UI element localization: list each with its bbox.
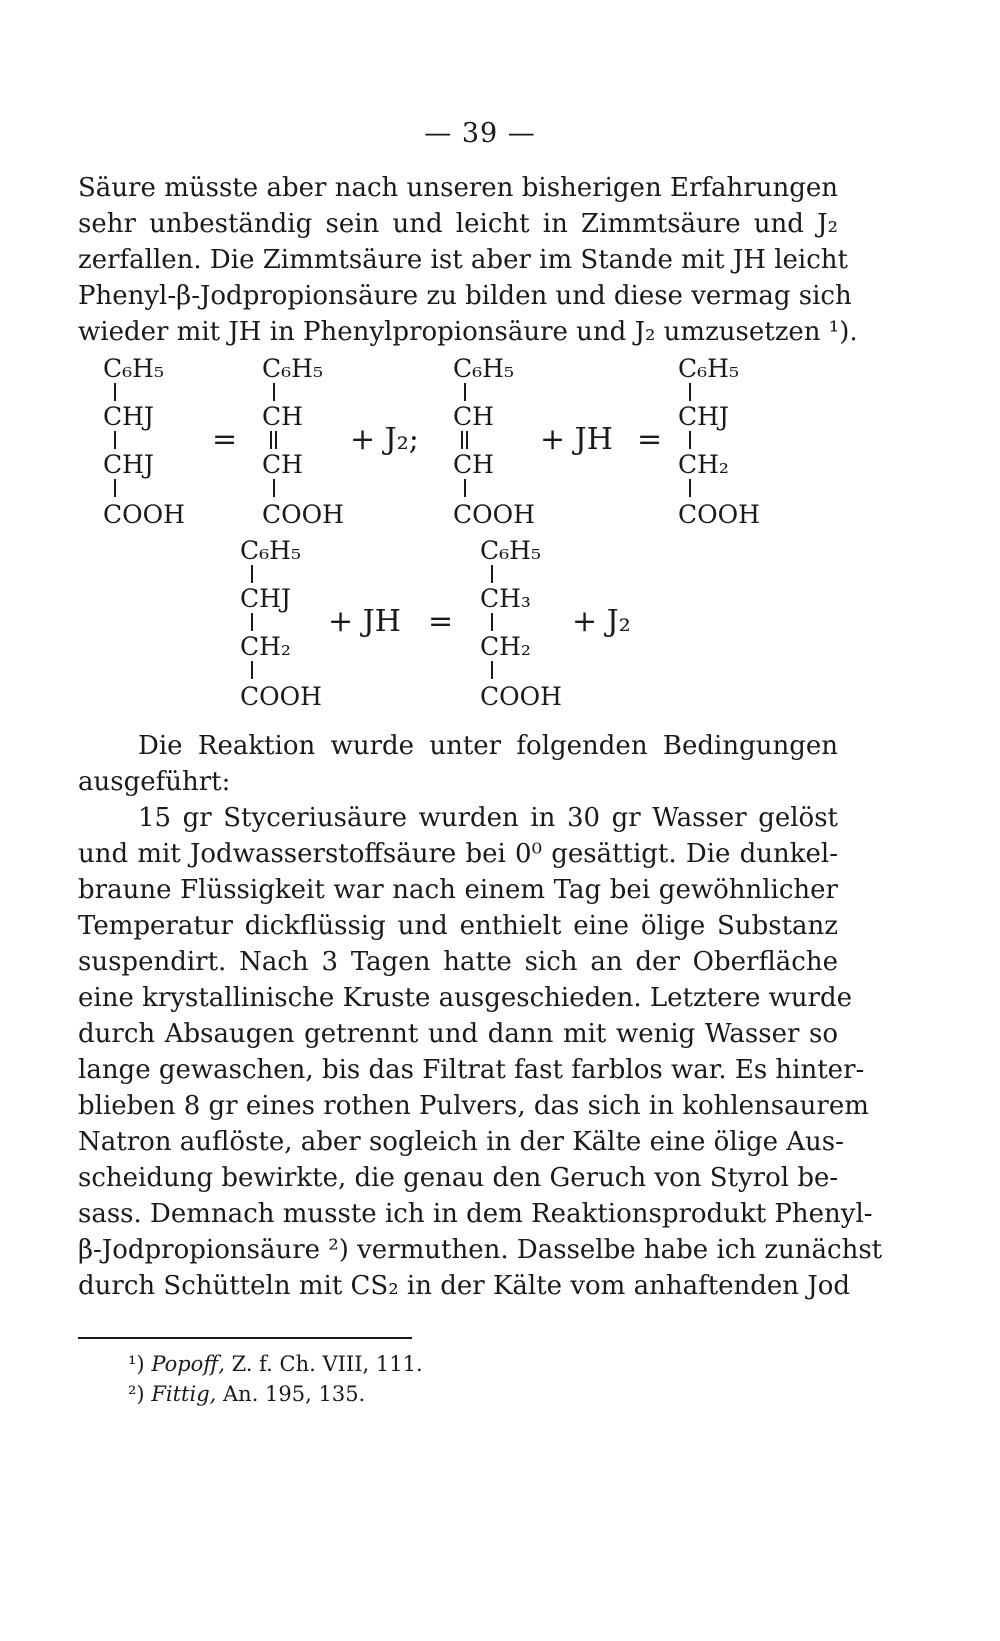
- footnote-author: Popoff,: [151, 1352, 225, 1376]
- single-bond: [114, 479, 116, 497]
- single-bond: [251, 613, 253, 631]
- footnote-mark: ²): [128, 1382, 145, 1406]
- footnote-rule: [78, 1337, 412, 1339]
- equals-sign: =: [428, 604, 454, 639]
- formula-group: C₆H₅: [480, 536, 541, 565]
- formula-group: CH: [262, 450, 303, 479]
- formula-group: COOH: [678, 500, 760, 529]
- text-line: sass. Demnach musste ich in dem Reaktionsprodukt Phenyl-: [78, 1199, 873, 1229]
- text-line: ausgeführt:: [78, 767, 231, 797]
- single-bond: [251, 565, 253, 583]
- formula-group: CHJ: [240, 584, 291, 613]
- text-line: β-Jodpropionsäure ²) vermuthen. Dasselbe habe ich zunächst: [78, 1235, 883, 1265]
- text-line: Säure müsste aber nach unseren bisherigen Erfahrungen: [78, 173, 838, 203]
- text-line: lange gewaschen, bis das Filtrat fast farblos war. Es hinter-: [78, 1055, 865, 1085]
- formula-group: COOH: [480, 682, 562, 711]
- footnote-ref: Z. f. Ch. VIII, 111.: [231, 1352, 423, 1376]
- formula-group: CH: [453, 450, 494, 479]
- text-line: eine krystallinische Kruste ausgeschieden. Letztere wurde: [78, 983, 853, 1013]
- text-line: sehr unbeständig sein und leicht in Zimmtsäure und J₂: [78, 209, 838, 239]
- single-bond: [114, 383, 116, 401]
- text-line: scheidung bewirkte, die genau den Geruch von Styrol be-: [78, 1163, 839, 1193]
- plus-term: + JH: [328, 604, 401, 639]
- single-bond: [689, 479, 691, 497]
- formula-group: COOH: [103, 500, 185, 529]
- text-line: durch Schütteln mit CS₂ in der Kälte vom anhaftenden Jod: [78, 1271, 851, 1301]
- formula-group: CHJ: [678, 402, 729, 431]
- single-bond: [464, 383, 466, 401]
- text-line: 15 gr Styceriusäure wurden in 30 gr Wasser gelöst: [138, 803, 838, 833]
- single-bond: [273, 479, 275, 497]
- text-line: wieder mit JH in Phenylpropionsäure und J₂ umzusetzen ¹).: [78, 317, 858, 347]
- equals-sign: =: [212, 422, 238, 457]
- single-bond: [464, 479, 466, 497]
- single-bond: [491, 565, 493, 583]
- formula-group: CH₂: [480, 632, 531, 661]
- single-bond: [689, 431, 691, 449]
- formula-group: COOH: [240, 682, 322, 711]
- plus-term: + J₂;: [350, 422, 419, 457]
- formula-group: COOH: [262, 500, 344, 529]
- footnote-mark: ¹): [128, 1352, 145, 1376]
- single-bond: [273, 383, 275, 401]
- page-number: — 39 —: [424, 118, 536, 149]
- text-line: und mit Jodwasserstoffsäure bei 0⁰ gesättigt. Die dunkel-: [78, 839, 838, 869]
- text-line: suspendirt. Nach 3 Tagen hatte sich an der Oberfläche: [78, 947, 838, 977]
- single-bond: [491, 661, 493, 679]
- footnote-author: Fittig,: [151, 1382, 217, 1406]
- formula-group: C₆H₅: [103, 354, 164, 383]
- double-bond: [461, 431, 468, 449]
- formula-group: CHJ: [103, 450, 154, 479]
- double-bond: [270, 431, 277, 449]
- text-line: zerfallen. Die Zimmtsäure ist aber im Stande mit JH leicht: [78, 245, 848, 275]
- footnote-ref: An. 195, 135.: [223, 1382, 366, 1406]
- single-bond: [251, 661, 253, 679]
- plus-term: + J₂: [572, 604, 631, 639]
- text-line: blieben 8 gr eines rothen Pulvers, das sich in kohlensaurem: [78, 1091, 869, 1121]
- formula-group: COOH: [453, 500, 535, 529]
- text-line: Temperatur dickflüssig und enthielt eine ölige Substanz: [78, 911, 838, 941]
- single-bond: [491, 613, 493, 631]
- footnote-1: [128, 1350, 423, 1378]
- equals-sign: =: [637, 422, 663, 457]
- formula-group: C₆H₅: [240, 536, 301, 565]
- single-bond: [689, 383, 691, 401]
- text-line: Natron auflöste, aber sogleich in der Kälte eine ölige Aus-: [78, 1127, 844, 1157]
- formula-group: CH₃: [480, 584, 531, 613]
- formula-group: CH: [453, 402, 494, 431]
- formula-group: C₆H₅: [262, 354, 323, 383]
- formula-group: CHJ: [103, 402, 154, 431]
- formula-group: CH₂: [678, 450, 729, 479]
- text-line: braune Flüssigkeit war nach einem Tag bei gewöhnlicher: [78, 875, 838, 905]
- single-bond: [114, 431, 116, 449]
- footnote-2: [128, 1380, 365, 1408]
- formula-group: CH: [262, 402, 303, 431]
- text-line: Phenyl-β-Jodpropionsäure zu bilden und diese vermag sich: [78, 281, 852, 311]
- formula-group: C₆H₅: [678, 354, 739, 383]
- formula-group: C₆H₅: [453, 354, 514, 383]
- text-line: Die Reaktion wurde unter folgenden Bedingungen: [138, 731, 838, 761]
- formula-group: CH₂: [240, 632, 291, 661]
- text-line: durch Absaugen getrennt und dann mit wenig Wasser so: [78, 1019, 838, 1049]
- plus-term: + JH: [540, 422, 613, 457]
